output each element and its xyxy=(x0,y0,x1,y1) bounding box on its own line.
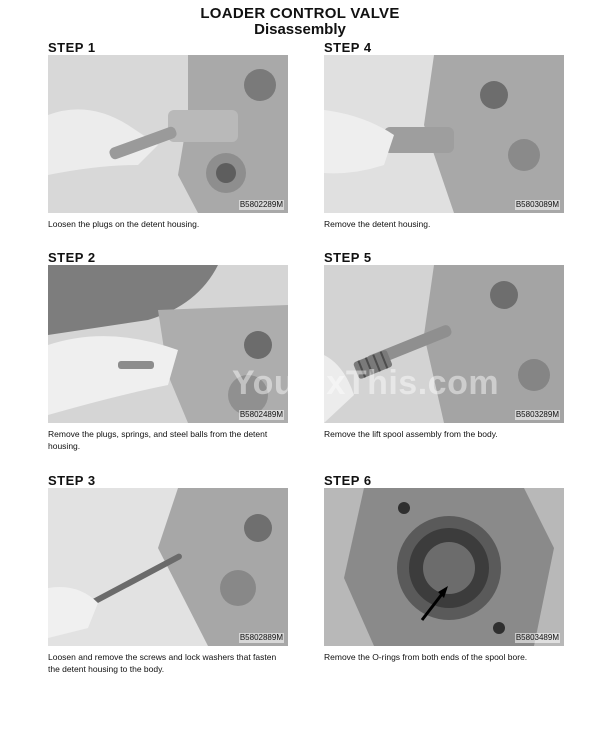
step-label: STEP 2 xyxy=(48,250,96,265)
step-caption xyxy=(324,651,527,663)
caption-line: Loosen the plugs on the detent housing. xyxy=(48,219,200,229)
step-photo xyxy=(48,55,288,213)
step-caption xyxy=(48,218,199,230)
step-photo xyxy=(324,488,564,646)
photo-code: B5802489M xyxy=(239,410,283,419)
step-5 xyxy=(324,251,564,461)
photo-hands-parts xyxy=(48,265,288,423)
step-6 xyxy=(324,474,564,684)
photo-code: B5803089M xyxy=(515,200,559,209)
photo-code: B5802289M xyxy=(239,200,283,209)
caption-line: Remove the detent housing. xyxy=(324,219,431,229)
step-label: STEP 1 xyxy=(48,40,96,55)
step-label: STEP 4 xyxy=(324,40,372,55)
photo-detent-removal xyxy=(324,55,564,213)
step-2 xyxy=(48,251,288,461)
step-1 xyxy=(48,41,288,236)
photo-valve-wrench xyxy=(48,55,288,213)
caption-line: Remove the lift spool assembly from the body. xyxy=(324,429,498,439)
step-label: STEP 6 xyxy=(324,473,372,488)
step-caption xyxy=(48,651,276,675)
caption-line: Loosen and remove the screws and lock washers that fasten xyxy=(48,652,277,662)
step-label: STEP 5 xyxy=(324,250,372,265)
caption-line: the detent housing to the body. xyxy=(48,664,165,674)
step-photo xyxy=(48,488,288,646)
photo-code: B5803289M xyxy=(515,410,559,419)
step-caption xyxy=(324,428,498,440)
step-photo xyxy=(324,265,564,423)
photo-code: B5803489M xyxy=(515,633,559,642)
step-4 xyxy=(324,41,564,236)
photo-spool-bore xyxy=(324,488,564,646)
page-subtitle: Disassembly xyxy=(254,21,346,38)
step-photo xyxy=(48,265,288,423)
watermark: YouFixThis.com xyxy=(232,364,500,402)
caption-line: Remove the O-rings from both ends of the spool bore. xyxy=(324,652,528,662)
step-photo xyxy=(324,55,564,213)
caption-line: housing. xyxy=(48,441,81,451)
step-caption xyxy=(324,218,430,230)
photo-code: B5802889M xyxy=(239,633,283,642)
step-label: STEP 3 xyxy=(48,473,96,488)
step-caption xyxy=(48,428,267,452)
page-title: LOADER CONTROL VALVE xyxy=(200,5,400,22)
photo-lift-spool xyxy=(324,265,564,423)
photo-screwdriver xyxy=(48,488,288,646)
caption-line: Remove the plugs, springs, and steel balls from the detent xyxy=(48,429,268,439)
step-3 xyxy=(48,474,288,684)
